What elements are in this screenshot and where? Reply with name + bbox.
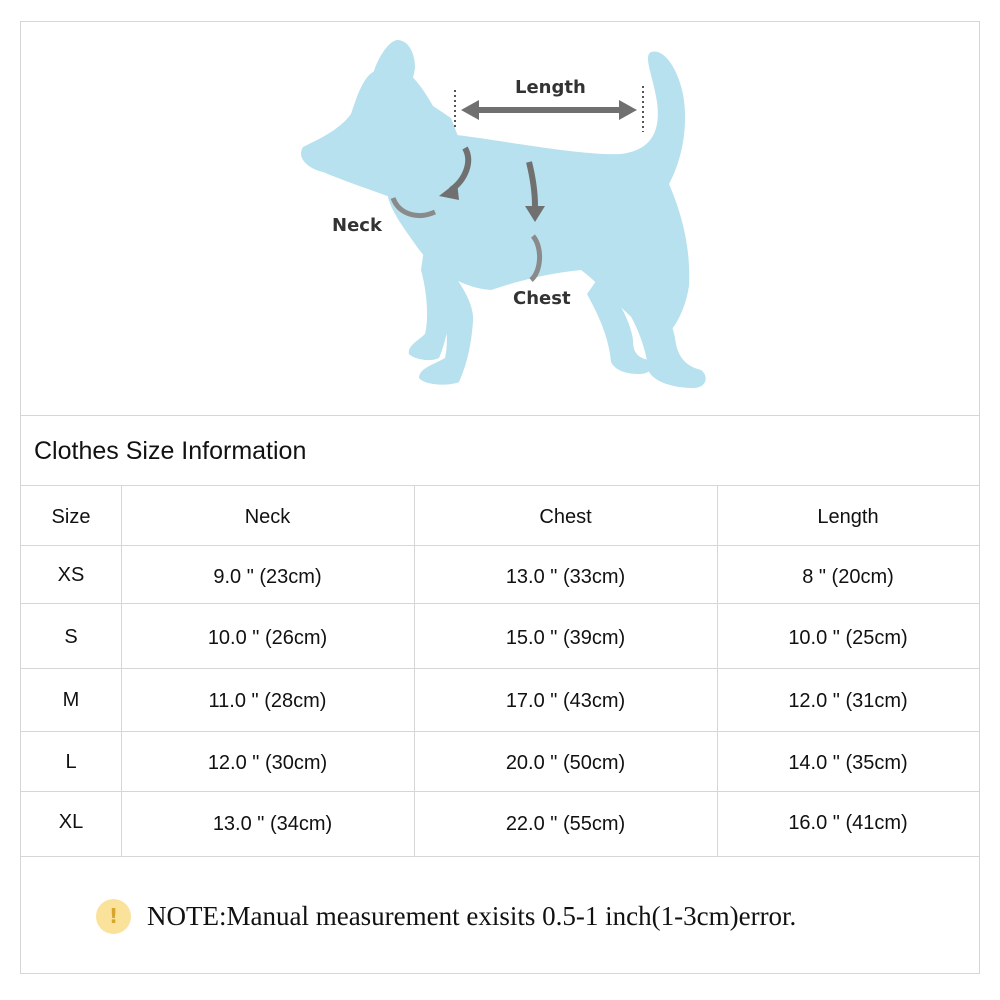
row-line bbox=[21, 545, 979, 546]
table-cell-size: L bbox=[65, 751, 77, 773]
table-cell-length: 16.0 " (41cm) bbox=[788, 812, 908, 834]
note-text: NOTE:Manual measurement exisits 0.5-1 inch(1-3cm)error. bbox=[147, 900, 797, 931]
table-cell-neck: 10.0 " (26cm) bbox=[207, 627, 328, 649]
dog-silhouette bbox=[301, 40, 706, 388]
column-line bbox=[121, 485, 122, 856]
neck-label: Neck bbox=[332, 215, 382, 236]
divider-top bbox=[21, 415, 979, 416]
table-cell-neck: 11.0 " (28cm) bbox=[208, 690, 327, 712]
chest-label: Chest bbox=[513, 288, 571, 309]
header-length: Length bbox=[817, 506, 879, 528]
row-line bbox=[21, 603, 979, 604]
table-cell-chest: 15.0 " (39cm) bbox=[505, 627, 626, 649]
row-line bbox=[21, 856, 979, 857]
table-cell-chest: 22.0 " (55cm) bbox=[505, 813, 626, 835]
column-line bbox=[414, 485, 415, 856]
table-cell-neck: 12.0 " (30cm) bbox=[207, 752, 328, 774]
dog-measurement-diagram bbox=[21, 22, 979, 416]
length-label: Length bbox=[515, 77, 586, 98]
header-size: Size bbox=[51, 506, 91, 528]
row-line bbox=[21, 791, 979, 792]
table-cell-size: S bbox=[64, 626, 78, 648]
table-cell-length: 12.0 " (31cm) bbox=[788, 690, 908, 712]
header-neck: Neck bbox=[244, 506, 291, 528]
section-title: Clothes Size Information bbox=[34, 437, 307, 465]
table-cell-length: 14.0 " (35cm) bbox=[788, 752, 908, 774]
table-cell-chest: 20.0 " (50cm) bbox=[505, 752, 626, 774]
column-line bbox=[717, 485, 718, 856]
table-cell-chest: 13.0 " (33cm) bbox=[505, 566, 626, 588]
table-cell-neck: 9.0 " (23cm) bbox=[213, 566, 322, 588]
size-chart-frame bbox=[20, 21, 980, 974]
table-cell-length: 8 " (20cm) bbox=[802, 566, 894, 588]
table-cell-chest: 17.0 " (43cm) bbox=[505, 690, 626, 712]
table-cell-length: 10.0 " (25cm) bbox=[788, 627, 908, 649]
table-cell-size: XL bbox=[58, 811, 84, 833]
exclamation-icon: ! bbox=[96, 899, 131, 934]
length-arrow bbox=[461, 100, 637, 120]
row-line bbox=[21, 731, 979, 732]
table-cell-size: XS bbox=[57, 564, 85, 586]
header-chest: Chest bbox=[539, 506, 592, 528]
row-line bbox=[21, 668, 979, 669]
table-cell-size: M bbox=[62, 689, 80, 711]
note bbox=[96, 896, 796, 936]
table-cell-neck: 13.0 " (34cm) bbox=[212, 813, 333, 835]
divider-title bbox=[21, 485, 979, 486]
